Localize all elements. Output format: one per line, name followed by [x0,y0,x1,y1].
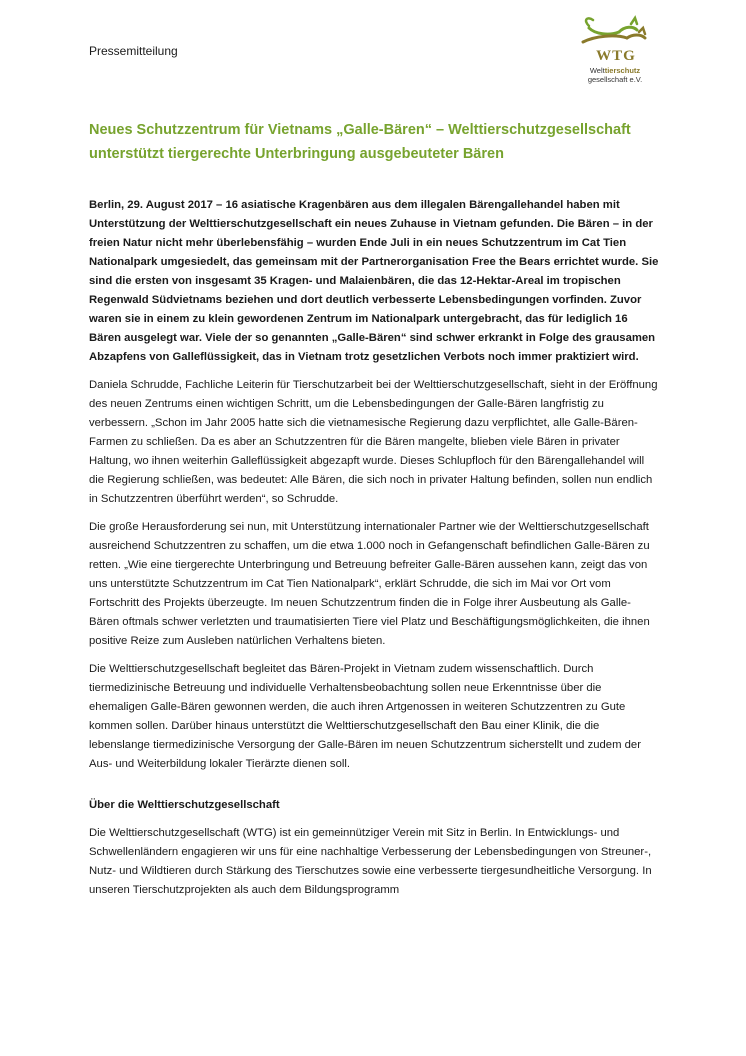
logo-line-1-b: tierschutz [604,66,641,75]
logo-abbreviation: WTG [596,48,636,64]
document-type-label: Pressemitteilung [89,44,178,58]
logo-line-1-a: Welt [589,66,605,75]
article-title: Neues Schutzzentrum für Vietnams „Galle-Bären“ – Welttierschutzgesellschaft unterstützt tiergerechte Unterbringung ausgebeuteter Bären [89,122,631,162]
body-paragraph-1: Daniela Schrudde, Fachliche Leiterin für Tierschutzarbeit bei der Welttierschutzgesellschaft, sieht in der Eröffnung des neuen Zentrums einen wichtigen Schritt, um die Lebensbedingungen der Galle-Bären langfristig zu verbessern. „Schon im Jahr 2005 hatte sich die vietnamesische Regierung dazu verpflichtet, alle Galle-Bären-Farmen zu schließen. Da es aber an Schutzzentren für die Bären mangelte, blieben viele Bären in privater Haltung, wo ihnen weiterhin Galleflüssigkeit abgezapft wurde. Dieses Schlupfloch für den Bärengallehandel will die Regierung schließen, was bedeutet: Alle Bären, die sich noch in privater Haltung befinden, sollen nun endlich in Schutzzentren überführt werden“, so Schrudde. [89,379,658,505]
about-heading: Über die Welttierschutzgesellschaft [89,799,280,811]
article-body [89,196,659,909]
logo-line-2: gesellschaft e.V. [587,75,643,84]
wtg-logo [575,14,655,94]
lead-paragraph: Berlin, 29. August 2017 – 16 asiatische Kragenbären aus dem illegalen Bärengallehandel haben mit Unterstützung der Welttierschutzgesellschaft ein neues Zuhause in Vietnam gefunden. Die Bären – in der freien Natur nicht mehr überlebensfähig – wurden Ende Juli in ein neues Schutzzentrum im Cat Tien Nationalpark umgesiedelt, das gemeinsam mit der Partnerorganisation Free the Bears errichtet wurde. Sie sind die ersten von insgesamt 35 Kragen- und Malaienbären, die das 12-Hektar-Areal im tropischen Regenwald Südvietnams beziehen und dort deutlich verbesserte Lebensbedingungen vorfinden. Zuvor waren sie in einem zu klein gewordenen Zentrum im Nationalpark untergebracht, das für lediglich 16 Bären ausgelegt war. Viele der so genannten „Galle-Bären“ sind schwer erkrankt in Folge des grausamen Abzapfens von Galleflüssigkeit, das in Vietnam trotz gesetzlichen Verbots noch immer praktiziert wird. [89,199,659,363]
logo-line-1 [575,66,655,75]
about-paragraph: Die Welttierschutzgesellschaft (WTG) ist ein gemeinnütziger Verein mit Sitz in Berlin. In Entwicklungs- und Schwellenländern engagieren wir uns für eine nachhaltige Verbesserung der Lebensbedingungen von Streuner-, Nutz- und Wildtieren durch Stärkung des Tierschutzes sowie eine verbesserte tiergesundheitliche Versorgung. In unseren Tierschutzprojekten als auch dem Bildungsprogramm [89,827,652,896]
body-paragraph-3: Die Welttierschutzgesellschaft begleitet das Bären-Projekt in Vietnam zudem wissenschaftlich. Durch tiermedizinische Betreuung und individuelle Verhaltensbeobachtung sollen neue Erkenntnisse über die ehemaligen Galle-Bären gewonnen werden, die auch ihren Artgenossen in weiteren Schutzzentren zu Gute kommen sollen. Darüber hinaus unterstützt die Welttierschutzgesellschaft den Bau einer Klinik, die die lebenslange tiermedizinische Versorgung der Galle-Bären im neuen Schutzzentrum sicherstellt und zudem der Aus- und Weiterbildung lokaler Tierärzte dienen soll. [89,663,641,770]
body-paragraph-2: Die große Herausforderung sei nun, mit Unterstützung internationaler Partner wie der Welttierschutzgesellschaft ausreichend Schutzzentren zu schaffen, um die etwa 1.000 noch in Gefangenschaft befindlichen Galle-Bären zu retten. „Wie eine tiergerechte Unterbringung und Betreuung befreiter Galle-Bären aussehen kann, zeigt das von uns unterstützte Schutzzentrum im Cat Tien Nationalpark“, erklärt Schrudde, die sich im Mai vor Ort vom Fortschritt des Projekts überzeugte. Im neuen Schutzzentrum finden die in Folge ihrer Ausbeutung als Galle-Bären oftmals schwer verletzten und traumatisierten Tiere viel Platz und Beschäftigungsmöglichkeiten, die ihnen positive Reize zum Ausleben natürlichen Verhaltens bieten. [89,521,650,647]
